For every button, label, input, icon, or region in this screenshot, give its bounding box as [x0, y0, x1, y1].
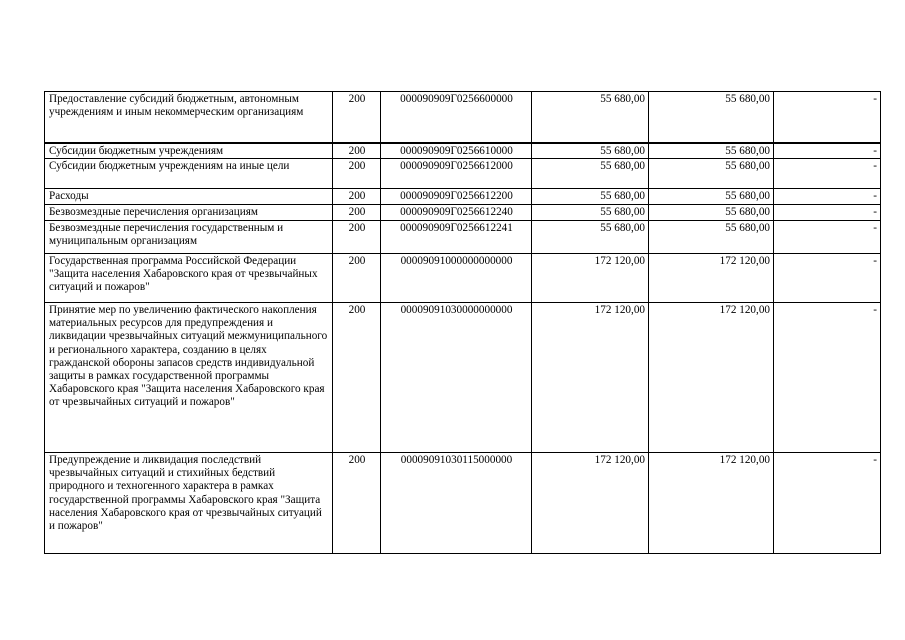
row-name-cell: Расходы — [45, 189, 333, 205]
row-csr-cell: 000090909Г0256600000 — [381, 92, 532, 143]
row-unexecuted-cell: - — [774, 303, 881, 453]
row-code-cell: 200 — [333, 143, 381, 159]
row-assigned-cell: 172 120,00 — [532, 254, 649, 303]
row-executed-cell: 172 120,00 — [649, 254, 774, 303]
row-unexecuted-cell: - — [774, 159, 881, 189]
row-unexecuted-cell: - — [774, 143, 881, 159]
row-name-cell: Субсидии бюджетным учреждениям — [45, 143, 333, 159]
table-row — [45, 143, 881, 159]
row-executed-cell: 55 680,00 — [649, 205, 774, 221]
row-name-cell: Безвозмездные перечисления организациям — [45, 205, 333, 221]
table-row — [45, 189, 881, 205]
row-code-cell: 200 — [333, 221, 381, 254]
row-assigned-cell: 55 680,00 — [532, 221, 649, 254]
table-row — [45, 303, 881, 453]
row-csr-cell: 00009091000000000000 — [381, 254, 532, 303]
row-code-cell: 200 — [333, 453, 381, 554]
row-executed-cell: 55 680,00 — [649, 189, 774, 205]
row-assigned-cell: 55 680,00 — [532, 143, 649, 159]
row-code-cell: 200 — [333, 92, 381, 143]
row-name-cell: Безвозмездные перечисления государственным и муниципальным организациям — [45, 221, 333, 254]
row-unexecuted-cell: - — [774, 221, 881, 254]
row-assigned-cell: 55 680,00 — [532, 159, 649, 189]
row-csr-cell: 000090909Г0256612200 — [381, 189, 532, 205]
row-executed-cell: 172 120,00 — [649, 453, 774, 554]
row-assigned-cell: 55 680,00 — [532, 205, 649, 221]
row-code-cell: 200 — [333, 159, 381, 189]
row-unexecuted-cell: - — [774, 189, 881, 205]
row-assigned-cell: 55 680,00 — [532, 189, 649, 205]
row-unexecuted-cell: - — [774, 92, 881, 143]
row-unexecuted-cell: - — [774, 254, 881, 303]
row-name-cell: Государственная программа Российской Федерации "Защита населения Хабаровского края от чрезвычайных ситуаций и пожаров" — [45, 254, 333, 303]
table-row — [45, 221, 881, 254]
row-code-cell: 200 — [333, 189, 381, 205]
row-executed-cell: 55 680,00 — [649, 221, 774, 254]
row-code-cell: 200 — [333, 205, 381, 221]
budget-execution-table — [44, 91, 881, 554]
row-name-cell: Предупреждение и ликвидация последствий чрезвычайных ситуаций и стихийных бедствий природного и техногенного характера в рамках государственной программы Хабаровского края "Защита населения Хабаровского края от чрезвычайных ситуаций и пожаров" — [45, 453, 333, 554]
row-assigned-cell: 172 120,00 — [532, 453, 649, 554]
row-name-cell: Принятие мер по увеличению фактического накопления материальных ресурсов для предупреждения и ликвидации чрезвычайных ситуаций межмуниципального и регионального характера, созданию в целях гражданской обороны запасов средств индивидуальной защиты в рамках государственной программы Хабаровского края "Защита населения Хабаровского края от чрезвычайных ситуаций и пожаров" — [45, 303, 333, 453]
row-executed-cell: 55 680,00 — [649, 159, 774, 189]
table-row — [45, 159, 881, 189]
row-csr-cell: 000090909Г0256612000 — [381, 159, 532, 189]
row-code-cell: 200 — [333, 303, 381, 453]
table-row — [45, 453, 881, 554]
table-row — [45, 92, 881, 143]
row-csr-cell: 000090909Г0256612241 — [381, 221, 532, 254]
row-csr-cell: 00009091030115000000 — [381, 453, 532, 554]
row-name-cell: Предоставление субсидий бюджетным, автономным учреждениям и иным некоммерческим организациям — [45, 92, 333, 143]
table-row — [45, 205, 881, 221]
table-row — [45, 254, 881, 303]
row-csr-cell: 000090909Г0256612240 — [381, 205, 532, 221]
row-executed-cell: 172 120,00 — [649, 303, 774, 453]
row-executed-cell: 55 680,00 — [649, 143, 774, 159]
row-name-cell: Субсидии бюджетным учреждениям на иные цели — [45, 159, 333, 189]
row-csr-cell: 000090909Г0256610000 — [381, 143, 532, 159]
row-executed-cell: 55 680,00 — [649, 92, 774, 143]
row-assigned-cell: 172 120,00 — [532, 303, 649, 453]
row-unexecuted-cell: - — [774, 453, 881, 554]
row-unexecuted-cell: - — [774, 205, 881, 221]
row-assigned-cell: 55 680,00 — [532, 92, 649, 143]
row-csr-cell: 00009091030000000000 — [381, 303, 532, 453]
row-code-cell: 200 — [333, 254, 381, 303]
